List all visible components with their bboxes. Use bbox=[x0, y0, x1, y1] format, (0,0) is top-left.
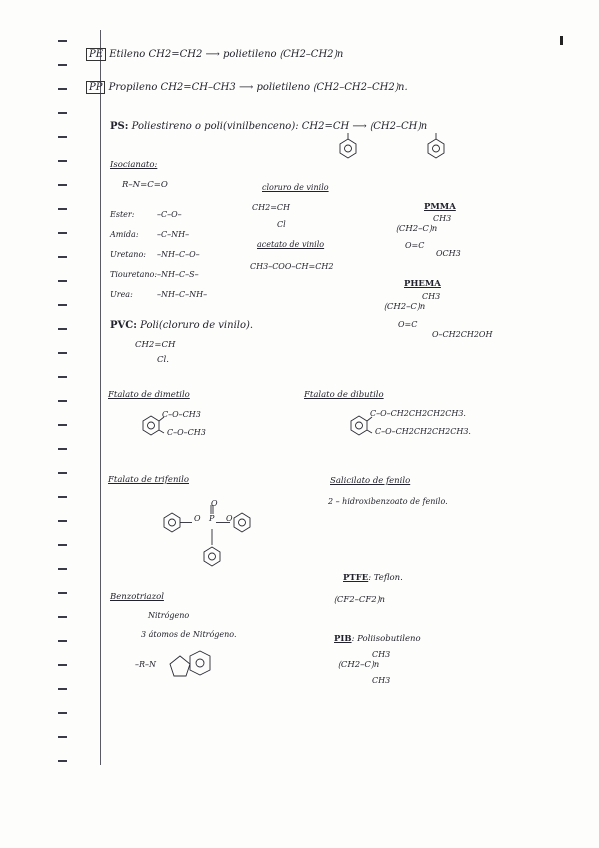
pp-text: Propileno CH2=CH–CH3 ⟶ polietileno ⟮CH2–CH2–CH2⟯n. bbox=[108, 82, 408, 93]
margin-dash bbox=[58, 256, 67, 258]
group-label: Urea: bbox=[110, 290, 133, 299]
ftalato-dimetilo-g1: C–O–CH3 bbox=[162, 410, 201, 419]
margin-dash bbox=[58, 232, 67, 234]
margin-dash bbox=[58, 424, 67, 426]
phema-title: PHEMA bbox=[404, 279, 441, 289]
salicilato-title: Salicilato de fenilo bbox=[330, 476, 411, 486]
margin-dash bbox=[58, 280, 67, 282]
vinyl-chloride-title: cloruro de vinilo bbox=[262, 183, 329, 192]
trifenilo-p: P bbox=[209, 514, 215, 523]
pmma-title: PMMA bbox=[424, 202, 456, 212]
margin-dash bbox=[58, 136, 67, 138]
ptfe-chain: ⟮CF2–CF2⟯n bbox=[334, 595, 386, 605]
margin-dash bbox=[58, 400, 67, 402]
pib-line bbox=[334, 634, 421, 644]
margin-dash bbox=[58, 664, 67, 666]
group-label: Ester: bbox=[110, 210, 135, 219]
margin-dash bbox=[58, 112, 67, 114]
group-formula: –NH–C–NH– bbox=[157, 290, 208, 299]
vinyl-acetate-formula: CH3–COO–CH=CH2 bbox=[250, 262, 334, 271]
ftalato-trifenilo-title: Ftalato de trifenilo bbox=[108, 475, 189, 485]
trifenilo-o-left: O bbox=[194, 514, 201, 523]
iso-formula: R–N=C=O bbox=[122, 180, 168, 190]
vinyl-chloride-formula: CH2=CH bbox=[252, 203, 290, 212]
group-label: Amida: bbox=[110, 230, 139, 239]
margin-dash bbox=[58, 616, 67, 618]
margin-dash bbox=[58, 472, 67, 474]
margin-dash bbox=[58, 568, 67, 570]
pe-text: Etileno CH2=CH2 ⟶ polietileno ⟮CH2–CH2⟯n bbox=[109, 49, 344, 60]
ftalato-dibutilo-g2: C–O–CH2CH2CH2CH3. bbox=[375, 427, 471, 436]
styrene-ring bbox=[338, 133, 358, 163]
margin-dash bbox=[58, 736, 67, 738]
ps-label: PS: bbox=[110, 121, 129, 132]
pib-text: : Poliisobutileno bbox=[351, 634, 421, 644]
margin-dash bbox=[58, 40, 67, 42]
pp-tag: PP bbox=[86, 81, 105, 94]
margin-dash bbox=[58, 712, 67, 714]
pmma-ester: OCH3 bbox=[436, 249, 461, 258]
iso-title: Isocianato: bbox=[110, 160, 158, 170]
pib-bottom: CH3 bbox=[372, 676, 391, 685]
pvc-cl: Cl. bbox=[157, 355, 169, 365]
benzotriazol-title: Benzotriazol bbox=[110, 592, 164, 602]
margin-dash bbox=[58, 376, 67, 378]
margin-dash bbox=[58, 352, 67, 354]
pe-tag: PE bbox=[86, 48, 106, 61]
group-label: Tiouretano: bbox=[110, 270, 158, 279]
group-formula: –NH–C–O– bbox=[157, 250, 200, 259]
group-formula: –NH–C–S– bbox=[157, 270, 199, 279]
trifenilo-structure bbox=[160, 505, 270, 575]
pvc-formula: CH2=CH bbox=[135, 340, 176, 350]
pmma-ch3: CH3 bbox=[433, 214, 452, 223]
pvc-line bbox=[110, 320, 253, 331]
pib-top: CH3 bbox=[372, 650, 391, 659]
vinyl-chloride-cl: Cl bbox=[277, 220, 286, 229]
pib-chain: ⟮CH2–C⟯n bbox=[338, 660, 380, 670]
margin-dash bbox=[58, 592, 67, 594]
margin-dash bbox=[58, 64, 67, 66]
benzotriazol-desc: 3 átomos de Nitrógeno. bbox=[141, 630, 237, 639]
salicilato-text: 2 – hidroxibenzoato de fenilo. bbox=[328, 497, 448, 506]
ps-text: Poliestireno o poli(vinilbenceno): CH2=CH ⟶ ⟮CH2–CH⟯n bbox=[131, 121, 428, 132]
margin-dash bbox=[58, 328, 67, 330]
ftalato-dibutilo-title: Ftalato de dibutilo bbox=[304, 390, 384, 400]
group-formula: –C–NH– bbox=[157, 230, 190, 239]
benzotriazol-formula: –R–N bbox=[135, 660, 157, 669]
ps-line bbox=[110, 121, 427, 132]
phema-ester: O–CH2CH2OH bbox=[432, 330, 493, 339]
pvc-text: Poli(cloruro de vinilo). bbox=[140, 320, 254, 331]
phema-chain: ⟮CH2–C⟯n bbox=[384, 302, 426, 312]
ftalato-dibutilo-g1: C–O–CH2CH2CH2CH3. bbox=[370, 409, 466, 418]
margin-dash bbox=[58, 304, 67, 306]
pp-line bbox=[86, 82, 408, 93]
group-label: Uretano: bbox=[110, 250, 146, 259]
polystyrene-ring bbox=[426, 133, 446, 163]
margin-line bbox=[100, 30, 101, 765]
margin-dash bbox=[58, 544, 67, 546]
pvc-label: PVC: bbox=[110, 320, 137, 331]
ptfe-label: PTFE bbox=[343, 573, 369, 583]
benzotriazol-note: Nitrógeno bbox=[148, 611, 190, 620]
pmma-chain: ⟮CH2–C⟯n bbox=[396, 224, 438, 234]
ftalato-dimetilo-g2: C–O–CH3 bbox=[167, 428, 206, 437]
trifenilo-o-top: O bbox=[211, 499, 218, 508]
margin-dash bbox=[58, 496, 67, 498]
page-mark bbox=[560, 36, 563, 45]
pib-label: PIB bbox=[334, 634, 352, 644]
margin-dash bbox=[58, 448, 67, 450]
trifenilo-o-right: O bbox=[226, 514, 233, 523]
margin-dash bbox=[58, 688, 67, 690]
phema-ch3: CH3 bbox=[422, 292, 441, 301]
pe-line bbox=[86, 49, 343, 60]
ftalato-dimetilo-title: Ftalato de dimetilo bbox=[108, 390, 190, 400]
margin-dash bbox=[58, 208, 67, 210]
margin-dash bbox=[58, 520, 67, 522]
pmma-oc: O=C bbox=[405, 241, 425, 250]
phema-oc: O=C bbox=[398, 320, 418, 329]
margin-dash bbox=[58, 640, 67, 642]
margin-dash bbox=[58, 88, 67, 90]
vinyl-acetate-title: acetato de vinilo bbox=[257, 240, 325, 249]
ptfe-text: : Teflon. bbox=[368, 573, 403, 583]
margin-dash bbox=[58, 160, 67, 162]
margin-dash bbox=[58, 760, 67, 762]
ptfe-line bbox=[343, 573, 403, 583]
benzotriazol-ring bbox=[166, 648, 216, 684]
margin-dash bbox=[58, 184, 67, 186]
group-formula: –C–O– bbox=[157, 210, 182, 219]
